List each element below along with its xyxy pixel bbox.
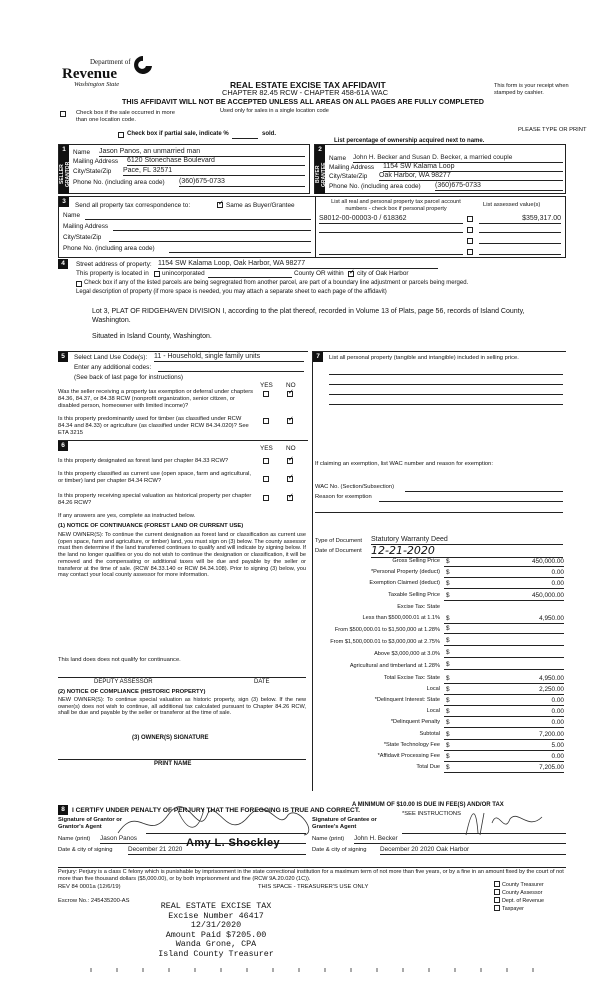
s5-question-2: Is this property predominantly used for timber (as classified under RCW 84.34 and 84.33) or agriculture (as classified under RCW 84.34.020)? See ETA 3215 — [58, 416, 249, 436]
tax-label-ag: Agricultural and timberland at 1.28% — [349, 663, 440, 669]
parcel-personal-checkbox-2[interactable] — [467, 227, 473, 233]
grantor-name-label: Name (print) — [58, 836, 91, 842]
tax-row-tech — [318, 742, 564, 751]
wac-label: WAC No. (Section/Subsection) — [315, 484, 395, 490]
section-buyer — [314, 144, 566, 194]
stamp-line-3: 12/31/2020 — [190, 920, 242, 931]
reason-label: Reason for exemption — [315, 494, 372, 500]
buyer-address-label: Mailing Address — [329, 164, 375, 171]
tax-value-taxable[interactable] — [444, 592, 564, 601]
tax-value-gross[interactable] — [444, 558, 564, 567]
legal-situated[interactable]: Situated in Island County, Washington. — [92, 333, 212, 340]
s5-q1-yes[interactable] — [263, 391, 269, 397]
tax-value-ag[interactable] — [444, 663, 564, 670]
logo-state: Washington State — [74, 81, 120, 88]
s6-q3-yes[interactable] — [263, 495, 269, 501]
parcel-header: List all real and personal property tax parcel account numbers - check box if personal property — [331, 199, 461, 212]
seller-name-label: Name — [73, 149, 91, 156]
dollar-sign: $ — [446, 592, 450, 599]
s5-q2-yes[interactable] — [263, 418, 269, 424]
county-field[interactable] — [208, 277, 292, 278]
tax-amount: 0.00 — [551, 719, 564, 726]
dollar-sign: $ — [446, 637, 450, 645]
print-name-label: PRINT NAME — [154, 761, 192, 767]
dollar-sign: $ — [446, 615, 450, 622]
dollar-sign: $ — [446, 697, 450, 704]
stamp-line-4: Amount Paid $7205.00 — [165, 929, 267, 940]
tax-label-gross: Gross Selling Price — [392, 558, 440, 564]
s5-q2-no[interactable] — [287, 418, 293, 424]
land-use-field[interactable]: 11 - Household, single family units — [154, 353, 304, 362]
s6-question-2: Is this property classified as current use (open space, farm and agricultural, or timber) land per chapter 84.34 RCW? — [58, 471, 251, 484]
tax-value-delinq-pen[interactable] — [444, 719, 564, 728]
unincorporated-checkbox[interactable] — [154, 271, 160, 277]
parcel-number-field[interactable]: S8012-00-00003-0 / 618362 — [319, 215, 463, 224]
dist-dor-checkbox[interactable] — [494, 897, 500, 903]
section-7-number: 7 — [313, 352, 323, 362]
corr-name-field[interactable] — [85, 219, 311, 220]
assessed-value-field-3[interactable] — [479, 243, 561, 244]
tax-row-delinq-local — [318, 708, 564, 717]
tax-amount: 4,950.00 — [539, 615, 564, 622]
treasurer-stamp — [150, 902, 282, 960]
tax-row-taxable — [318, 592, 564, 601]
section-seller — [58, 144, 310, 194]
section-4 — [58, 259, 566, 343]
logo-dept: Department of — [90, 58, 131, 66]
section-8-number: 8 — [58, 805, 68, 815]
s5-yes-header: YES — [260, 382, 273, 389]
tax-amount: 2,250.00 — [539, 686, 564, 693]
stamp-line-1: REAL ESTATE EXCISE TAX — [160, 901, 272, 911]
tax-row-ag — [318, 663, 564, 670]
correspondence-label: Send all property tax correspondence to: — [75, 202, 191, 209]
tax-row-affidavit — [318, 753, 564, 762]
assessed-value-field-4[interactable] — [479, 254, 561, 255]
tax-value-delinq-int-state[interactable] — [444, 697, 564, 706]
if-yes-note: If any answers are yes, complete as instructed below. — [58, 513, 196, 519]
legal-description[interactable]: Lot 3, PLAT OF RIDGEHAVEN DIVISION I, according to the plat thereof, recorded in Volume 13 of Plats, page 56, records of Island County, Washington. — [92, 308, 525, 325]
dist-taxpayer-checkbox[interactable] — [494, 905, 500, 911]
type-or-print: PLEASE TYPE OR PRINT — [518, 127, 587, 133]
reason-field[interactable] — [379, 501, 563, 502]
tax-value-delinq-local[interactable] — [444, 708, 564, 717]
dist-treasurer-label: County Treasurer — [502, 882, 544, 888]
tax-row-exemption — [318, 580, 564, 589]
tax-row-personal — [318, 569, 564, 578]
grantor-date-field[interactable]: December 21 2020 — [128, 846, 306, 855]
partial-sale-label: Check box if partial sale, indicate % — [127, 131, 229, 137]
tax-label-delinq-pen: *Delinquent Penalty — [390, 719, 440, 725]
partial-sale-pct-field[interactable] — [232, 138, 258, 139]
tax-amount: 450,000.00 — [532, 592, 564, 599]
tax-row-tier4 — [318, 651, 564, 658]
s6-yes-header: YES — [260, 445, 273, 452]
escrow-number: Escrow No.: 245435200-AS — [58, 898, 130, 904]
parcel-divider — [315, 197, 316, 257]
dollar-sign: $ — [446, 580, 450, 587]
seller-city-field[interactable]: Pace, FL 32571 — [123, 167, 305, 176]
dollar-sign: $ — [446, 661, 450, 669]
grantor-signature-scribble — [108, 803, 328, 843]
deputy-signature-line[interactable] — [58, 677, 306, 678]
section-3 — [58, 196, 566, 258]
seller-phone-label: Phone No. (including area code) — [73, 179, 165, 186]
grantee-name-label: Name (print) — [312, 836, 345, 842]
see-back-note: (See back of last page for instructions) — [74, 374, 184, 381]
tax-row-delinq-int-state — [318, 697, 564, 706]
notice-2-body: NEW OWNER(S): To continue special valuation as historic property, sign (3) below. If the new owner(s) does not wish to continue, all additional tax calculated pursuant to Chapter 84.26 RCW, shall be due and payable by the seller or transferor at the time of sale. — [58, 697, 306, 717]
grantee-sig-label: Signature of Grantee or Grantee's Agent — [312, 817, 377, 830]
grantor-sig-label: Signature of Grantor or Grantor's Agent — [58, 817, 123, 830]
personal-property-line-3[interactable] — [329, 394, 563, 395]
corr-city-label: City/State/Zip — [63, 234, 102, 241]
tax-value-tier4[interactable] — [444, 651, 564, 658]
section-6 — [58, 440, 308, 780]
tax-row-total-state — [318, 675, 564, 684]
s6-question-3: Is this property receiving special valuation as historical property per chapter 84.26 RCW? — [58, 493, 252, 506]
section-2-number: 2 — [315, 145, 325, 155]
located-label: This property is located in — [76, 270, 149, 277]
s6-question-1: Is this property designated as forest land per chapter 84.33 RCW? — [58, 458, 229, 464]
tax-amount: 0.00 — [551, 753, 564, 760]
dollar-sign: $ — [446, 675, 450, 682]
dollar-sign: $ — [446, 686, 450, 693]
personal-property-line-2[interactable] — [329, 384, 563, 385]
corr-address-field[interactable] — [113, 230, 311, 231]
tax-label-taxable: Taxable Selling Price — [388, 592, 440, 598]
tax-label-tier1: Less than $500,000.01 at 1.1% — [362, 615, 440, 621]
corr-phone-label: Phone No. (including area code) — [63, 245, 155, 252]
section-6-number: 6 — [58, 441, 68, 451]
tax-value-exemption[interactable] — [444, 580, 564, 589]
same-as-buyer-checkbox[interactable] — [217, 202, 223, 208]
tax-value-subtotal[interactable] — [444, 731, 564, 740]
distribution-list — [494, 881, 544, 913]
s6-q1-no[interactable] — [287, 458, 293, 464]
s6-no-header: NO — [286, 445, 296, 452]
assessed-header: List assessed value(s) — [483, 202, 541, 208]
tax-label-delinq-local: Local — [426, 708, 440, 714]
same-as-buyer-label: Same as Buyer/Grantee — [226, 202, 295, 209]
street-label: Street address of property: — [76, 261, 152, 268]
stamp-line-5: Wanda Grone, CPA — [175, 939, 257, 950]
parcel-personal-checkbox-4[interactable] — [467, 249, 473, 255]
seller-address-label: Mailing Address — [73, 158, 119, 165]
grantee-date-field[interactable]: December 20 2020 Oak Harbor — [380, 846, 566, 855]
partial-sale-checkbox[interactable] — [118, 132, 124, 138]
notice-1-title: (1) NOTICE OF CONTINUANCE (FOREST LAND OR CURRENT USE) — [58, 523, 244, 529]
notice-2-title: (2) NOTICE OF COMPLIANCE (HISTORIC PROPERTY) — [58, 689, 206, 695]
single-location-note: Used only for sales in a single location code — [220, 108, 329, 114]
personal-property-line-4[interactable] — [329, 404, 563, 405]
tax-value-total-state[interactable] — [444, 675, 564, 684]
tax-label-exemption: Exemption Claimed (deduct) — [369, 580, 440, 586]
s6-q1-yes[interactable] — [263, 458, 269, 464]
dist-assessor-label: County Assessor — [502, 890, 543, 896]
street-field[interactable]: 1154 SW Kalama Loop, Oak Harbor, WA 98277 — [158, 260, 438, 269]
form-subtitle: CHAPTER 82.45 RCW - CHAPTER 458-61A WAC — [222, 88, 389, 97]
see-instructions: *SEE INSTRUCTIONS — [402, 811, 461, 817]
personal-property-label: List all personal property (tangible and intangible) included in selling price. — [329, 355, 519, 361]
tax-value-tier1[interactable] — [444, 615, 564, 624]
dollar-sign: $ — [446, 649, 450, 657]
buyer-address-field[interactable]: 1154 SW Kalama Loop — [383, 163, 563, 172]
tax-value-local[interactable] — [444, 686, 564, 695]
dollar-sign: $ — [446, 731, 450, 738]
dollar-sign: $ — [446, 764, 450, 771]
assessed-value-field-2[interactable] — [479, 232, 561, 233]
grantor-name-field[interactable]: Jason Panos — [100, 835, 306, 844]
additional-codes-field[interactable] — [158, 371, 304, 372]
buyer-tab: BUYER GRANTEE — [315, 155, 325, 194]
receipt-note: This form is your receipt when stamped by cashier. — [494, 83, 569, 96]
tax-amount: 0.00 — [551, 708, 564, 715]
tax-amount: 7,205.00 — [539, 764, 564, 771]
tax-row-delinq-pen — [318, 719, 564, 728]
deputy-date-label: DATE — [254, 679, 270, 685]
county-or-within-label: County OR within — [294, 270, 344, 277]
qualify-line: This land does does not qualify for continuance. — [58, 657, 181, 663]
tax-amount: 0.00 — [551, 580, 564, 587]
buyer-name-field[interactable]: John H. Becker and Susan D. Becker, a married couple — [353, 154, 563, 163]
doc-date-label: Date of Document — [315, 548, 362, 554]
parcel-personal-checkbox-3[interactable] — [467, 238, 473, 244]
reason-field-2[interactable] — [315, 512, 563, 513]
buyer-phone-field[interactable]: (360)675-0733 — [435, 182, 563, 191]
dollar-sign: $ — [446, 753, 450, 760]
multi-location-label: Check box if the sale occurred in more than one location code. — [76, 110, 175, 123]
corr-name-label: Name — [63, 212, 81, 219]
parcel-number-field-4[interactable] — [319, 254, 463, 255]
certify-statement: I CERTIFY UNDER PENALTY OF PERJURY THAT THE FOREGOING IS TRUE AND CORRECT. — [72, 807, 360, 814]
parcel-personal-checkbox-1[interactable] — [467, 216, 473, 222]
buyer-city-label: City/State/Zip — [329, 173, 368, 180]
buyer-city-field[interactable]: Oak Harbor, WA 98277 — [379, 172, 563, 181]
form-revision: REV 84 0001a (12/6/19) — [58, 884, 121, 890]
seller-city-label: City/State/Zip — [73, 168, 112, 175]
parcel-number-field-2[interactable] — [319, 232, 463, 233]
dollar-sign: $ — [446, 742, 450, 749]
form-warning: THIS AFFIDAVIT WILL NOT BE ACCEPTED UNLESS ALL AREAS ON ALL PAGES ARE FULLY COMPLETED — [122, 97, 484, 106]
seller-phone-field[interactable]: (360)675-0733 — [179, 178, 305, 187]
dollar-sign: $ — [446, 719, 450, 726]
tax-label-tier3: From $1,500,000.01 to $3,000,000 at 2.75% — [330, 639, 440, 645]
tax-label-local: Local — [426, 686, 440, 692]
tax-value-tier2[interactable] — [444, 627, 564, 634]
tax-label-affidavit: *Affidavit Processing Fee — [377, 753, 440, 759]
land-use-label: Select Land Use Code(s): — [74, 354, 148, 361]
dist-dor-label: Dept. of Revenue — [502, 898, 544, 904]
dollar-sign: $ — [446, 558, 450, 565]
tax-row-local — [318, 686, 564, 695]
s5-q1-no[interactable] — [287, 391, 293, 397]
tax-row-total-due — [318, 764, 564, 773]
grantee-name-field[interactable]: John H. Becker — [354, 835, 566, 844]
section-8 — [58, 803, 566, 865]
form-title: REAL ESTATE EXCISE TAX AFFIDAVIT — [230, 80, 386, 90]
deputy-assessor-label: DEPUTY ASSESSOR — [94, 679, 153, 685]
grantor-date-label: Date & city of signing — [58, 847, 113, 853]
tax-value-tier3[interactable] — [444, 639, 564, 646]
stamp-line-6: Island County Treasurer — [158, 948, 274, 959]
partial-sale-sold: sold. — [262, 131, 277, 137]
tax-value-total-due[interactable] — [444, 764, 564, 773]
tax-amount: 7,200.00 — [539, 731, 564, 738]
section-3-number: 3 — [59, 197, 69, 207]
agent-name-stamp: Amy L. Shockley — [186, 837, 281, 849]
ownership-note: List percentage of ownership acquired next to name. — [334, 138, 485, 144]
buyer-name-label: Name — [329, 155, 347, 162]
tax-label-tech: *State Technology Fee — [383, 742, 440, 748]
tax-label-personal: *Personal Property (deduct) — [370, 569, 440, 575]
tax-value-tech[interactable] — [444, 742, 564, 751]
tax-amount: 0.00 — [551, 569, 564, 576]
corr-phone-field[interactable] — [169, 252, 311, 253]
doc-date-field[interactable]: 12-21-2020 — [371, 544, 563, 558]
city-of-checkbox[interactable] — [348, 271, 354, 277]
buyer-phone-label: Phone No. (including area code) — [329, 183, 421, 190]
tax-amount: 0.00 — [551, 697, 564, 704]
city-of-label: city of Oak Harbor — [357, 270, 409, 277]
s6-q3-no[interactable] — [287, 495, 293, 501]
corr-city-field[interactable] — [109, 241, 311, 242]
s5-no-header: NO — [286, 382, 296, 389]
dollar-sign: $ — [446, 708, 450, 715]
multi-location-checkbox[interactable] — [60, 111, 66, 117]
tax-label-subtotal: Subtotal — [419, 731, 440, 737]
tax-value-affidavit[interactable] — [444, 753, 564, 762]
grantee-date-label: Date & city of signing — [312, 847, 367, 853]
additional-codes-label: Enter any additional codes: — [74, 364, 152, 371]
tax-row-tier1 — [318, 615, 564, 624]
exemption-label: If claiming an exemption, list WAC number and reason for exemption: — [315, 461, 493, 467]
segregated-label: Check box if any of the listed parcels are being segregrated from another parcel, are part of a boundary line adjustment or parcels being merged. — [84, 280, 469, 286]
tax-label-delinq-int-state: *Delinquent Interest: State — [374, 697, 440, 703]
tax-amount: 4,950.00 — [539, 675, 564, 682]
grantee-signature-scribble — [458, 805, 558, 839]
section-4-number: 4 — [58, 259, 68, 269]
stamp-line-2: Excise Number 46417 — [168, 910, 264, 921]
tax-row-tier2 — [318, 627, 564, 634]
seller-tab: SELLER GRANTOR — [59, 155, 69, 194]
owner-signature-title: (3) OWNER(S) SIGNATURE — [132, 735, 209, 741]
doc-type-field[interactable]: Statutory Warranty Deed — [371, 536, 563, 545]
scan-artifacts — [90, 968, 540, 972]
treasurer-use-only: THIS SPACE - TREASURER'S USE ONLY — [258, 884, 369, 890]
tax-row-subtotal — [318, 731, 564, 740]
tax-value-excise-state — [444, 604, 564, 611]
dor-swoosh-icon — [132, 54, 154, 78]
assessed-value-field[interactable]: $359,317.00 — [479, 215, 561, 224]
notice-1-body: NEW OWNER(S): To continue the current designation as forest land or classification as current use (open space, farm and agriculture, or timber) land, you must sign on (3) below. The county assessor must then determine if the land transferred continues to qualify and will indicate by signing below. If the land no longer qualifies or you do not wish to continue the designation or classification, it will be removed and the compensating or additional taxes will be due and payable by the seller or transferor at the time of sale. (RCW 84.33.140 or RCW 84.34.108). Prior to signing (3) below, you may contact your local county assessor for more information. — [58, 532, 306, 579]
wac-field[interactable] — [405, 491, 563, 492]
tax-amount: 5.00 — [551, 742, 564, 749]
tax-row-excise-state — [318, 604, 564, 611]
tax-label-total-state: Total Excise Tax: State — [383, 675, 440, 681]
dist-treasurer-checkbox[interactable] — [494, 881, 500, 887]
tax-value-personal[interactable] — [444, 569, 564, 578]
tax-label-total-due: Total Due — [416, 764, 440, 770]
owner-signature-line[interactable] — [58, 759, 306, 760]
dist-assessor-checkbox[interactable] — [494, 889, 500, 895]
logo-revenue: Revenue — [62, 66, 117, 82]
corr-address-label: Mailing Address — [63, 223, 109, 230]
unincorporated-label: unincorporated — [162, 270, 205, 277]
tax-amount: 450,000.00 — [532, 558, 564, 565]
tax-label-tier4: Above $3,000,000 at 3.0% — [374, 651, 440, 657]
section-1-number: 1 — [59, 145, 69, 155]
dollar-sign: $ — [446, 569, 450, 576]
perjury-statement: Perjury: Perjury is a class C felony which is punishable by imprisonment in the state correctional institution for a maximum term of not more than five years, or by a fine in an amount fixed by the court of not more than five thousand dollars ($5,000.00), or by both imprisonment and fine (RCW 9A.20.020 (1C)). — [58, 867, 566, 882]
doc-type-label: Type of Document — [315, 538, 363, 544]
dist-taxpayer-label: Taxpayer — [502, 906, 524, 912]
s6-q2-yes[interactable] — [263, 476, 269, 482]
legal-label: Legal description of property (if more space is needed, you may attach a separate sheet to each page of the affidavit) — [76, 289, 387, 295]
tax-label-tier2: From $500,000.01 to $1,500,000 at 1.28% — [334, 627, 440, 633]
minimum-note: A MINIMUM OF $10.00 IS DUE IN FEE(S) AND/OR TAX — [352, 802, 504, 808]
personal-property-line-1[interactable] — [329, 374, 563, 375]
segregated-checkbox[interactable] — [76, 281, 82, 287]
tax-row-tier3 — [318, 639, 564, 646]
tax-label-excise-state: Excise Tax: State — [397, 604, 440, 610]
s6-q2-no[interactable] — [287, 476, 293, 482]
tax-row-gross — [318, 558, 564, 567]
seller-name-field[interactable]: Jason Panos, an unmarried man — [99, 148, 305, 157]
dollar-sign: $ — [446, 625, 450, 633]
section-5-number: 5 — [58, 352, 68, 362]
seller-address-field[interactable]: 6120 Stonechase Boulevard — [127, 157, 305, 166]
s5-question-1: Was the seller receiving a property tax exemption or deferral under chapters 84.36, 84.37, or 84.38 RCW (nonprofit organization, senior citizen, or disabled person, homeowner with limited income)? — [58, 389, 254, 409]
dor-logo — [62, 54, 158, 94]
section-5 — [58, 351, 308, 441]
